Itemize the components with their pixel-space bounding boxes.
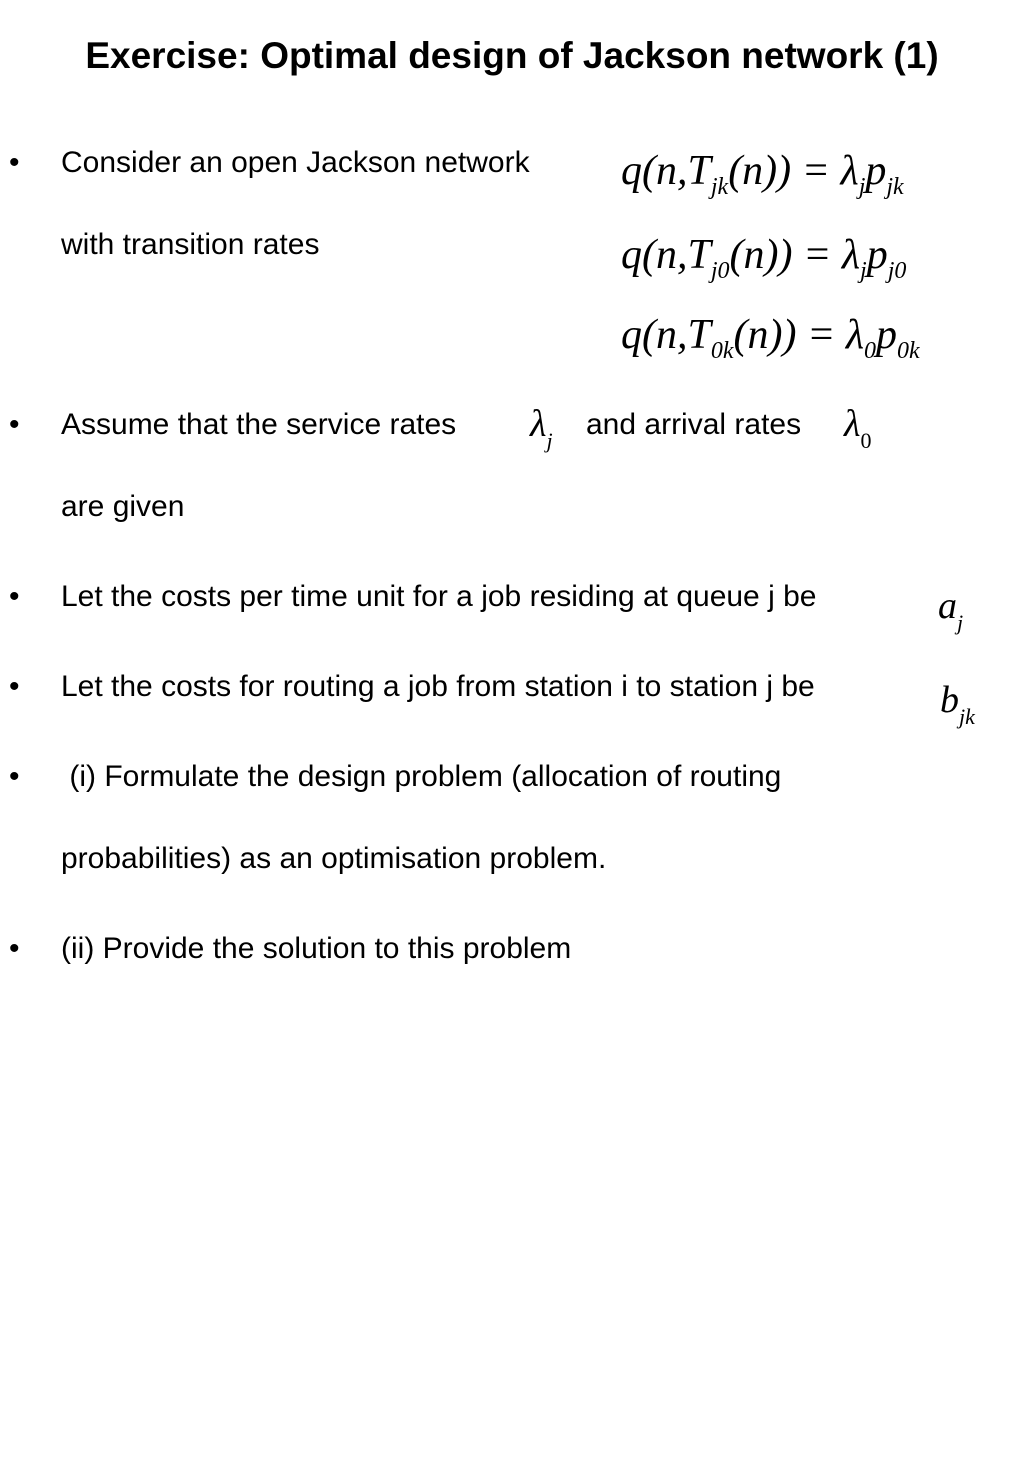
bullet-marker: • xyxy=(9,146,20,179)
bullet-marker: • xyxy=(9,932,20,965)
equation-jk: $q(n,T_{jk}(n)) = \lambda_jp_{jk}$ xyxy=(621,148,904,200)
item-3-line-1: Let the costs per time unit for a job residing at queue j be xyxy=(61,580,817,613)
equation-j0: $q(n,T_{j0}(n)) = \lambda_jp_{j0}$ xyxy=(621,232,907,284)
item-6-line-1: (ii) Provide the solution to this problem xyxy=(61,932,572,965)
arrival-rate-symbol: $\lambda_0$ xyxy=(844,403,872,453)
equation-0k: $q(n,T_{0k}(n)) = \lambda_0p_{0k}$ xyxy=(621,312,920,364)
queue-cost-symbol: $a_j$ xyxy=(938,585,964,635)
item-2-line-2: are given xyxy=(61,490,185,523)
bullet-marker: • xyxy=(9,580,20,613)
bullet-marker: • xyxy=(9,670,20,703)
routing-cost-symbol: $b_{jk}$ xyxy=(940,679,975,729)
item-1-line-1: Consider an open Jackson network xyxy=(61,146,530,179)
bullet-marker: • xyxy=(9,760,20,793)
service-rate-symbol: $\lambda_j$ xyxy=(530,403,553,453)
slide-title: Exercise: Optimal design of Jackson network (1) xyxy=(85,35,939,76)
item-1-line-2: with transition rates xyxy=(61,228,320,261)
item-5-line-2: probabilities) as an optimisation problem. xyxy=(61,842,607,875)
item-2-line-1: Assume that the service rates xyxy=(61,408,457,441)
item-2-line-1b: and arrival rates xyxy=(586,408,802,441)
item-4-line-1: Let the costs for routing a job from station i to station j be xyxy=(61,670,815,703)
bullet-marker: • xyxy=(9,408,20,441)
item-5-line-1: (i) Formulate the design problem (allocation of routing xyxy=(61,760,782,793)
